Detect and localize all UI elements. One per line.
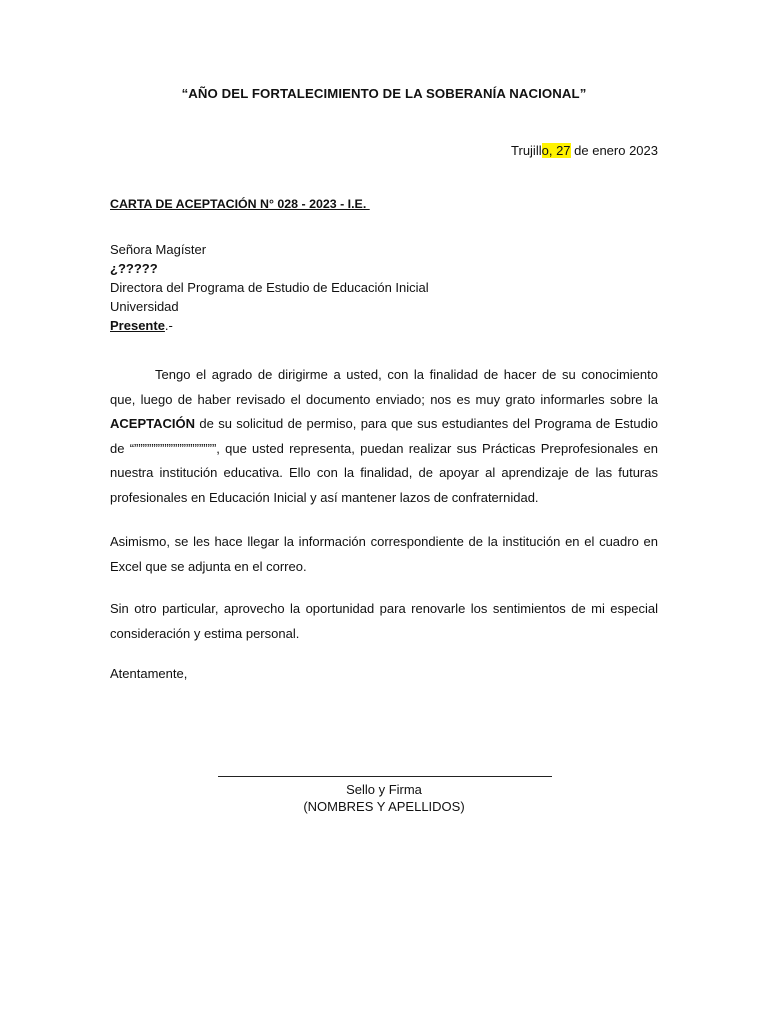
closing-salutation: Atentamente, [110,666,188,681]
recipient-block [110,240,429,335]
body-paragraph-1 [110,363,658,511]
acceptance-keyword: ACEPTACIÓN [110,416,195,432]
national-motto: “AÑO DEL FORTALECIMIENTO DE LA SOBERANÍA NACIONAL” [181,86,587,101]
date-highlighted: o, 27 [541,143,571,158]
paragraph-1-after: de su solicitud de permiso, para que sus estudiantes del Programa de Estudio de “”””””””””””””””””””, que usted representa, puedan realizar sus Prácticas Preprofesionales en nuestra institución educativa. Ello con la finalidad, de apoyar al aprendizaje de las futuras profesionales en Educación Inicial y así mantener lazos de confraternidad. [110,416,658,505]
recipient-presente [110,316,429,335]
presente-word: Presente [110,318,165,333]
date-prefix: Trujill [511,143,542,158]
recipient-institution: Universidad [110,299,179,314]
signature-block [0,781,768,815]
date-suffix: de enero 2023 [570,143,658,158]
presente-suffix: .- [164,318,173,333]
letter-reference: CARTA DE ACEPTACIÓN N° 028 - 2023 - I.E. [110,197,370,211]
body-paragraph-2: Asimismo, se les hace llegar la información correspondiente de la institución en el cuadro en Excel que se adjunta en el correo. [110,534,658,574]
body-paragraph-3: Sin otro particular, aprovecho la oportunidad para renovarle los sentimientos de mi especial consideración y estima personal. [110,601,658,641]
signature-label: Sello y Firma [346,782,422,797]
signature-names: (NOMBRES Y APELLIDOS) [303,799,465,814]
recipient-title: Señora Magíster [110,242,207,257]
recipient-position: Directora del Programa de Estudio de Educación Inicial [110,280,429,295]
signature-line [218,776,552,777]
paragraph-1-before: Tengo el agrado de dirigirme a usted, con la finalidad de hacer de su conocimiento que, luego de haber revisado el documento enviado; nos es muy grato informarles sobre la [110,367,658,407]
letter-date [511,143,658,158]
recipient-name: ¿????? [110,261,158,276]
